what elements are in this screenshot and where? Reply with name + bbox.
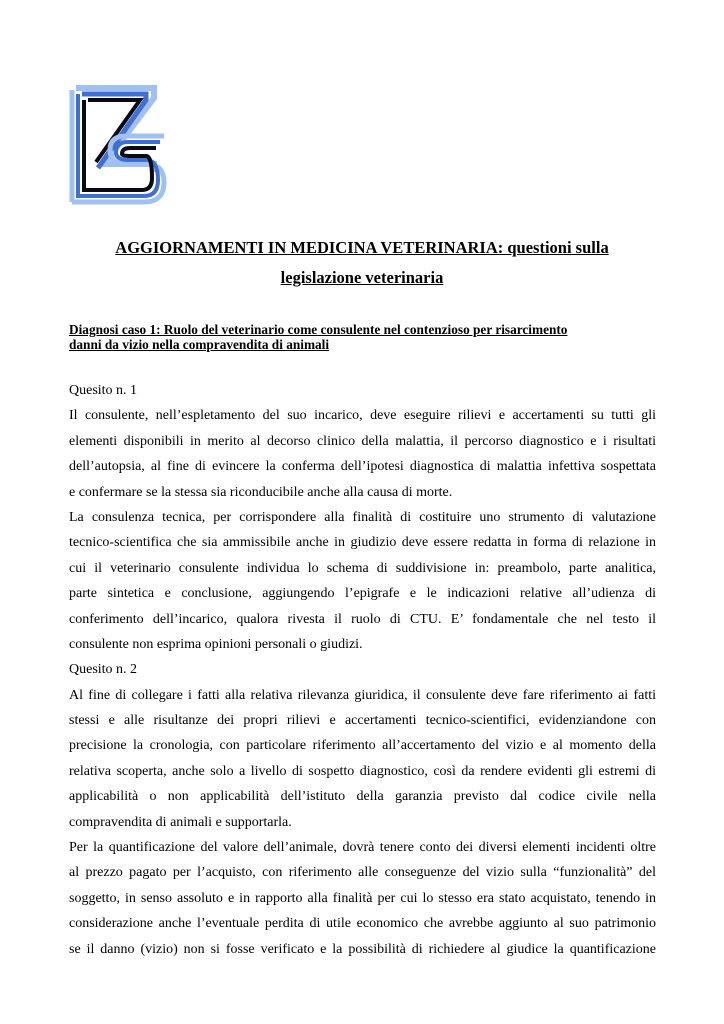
paragraph-line: considerazione anche l’eventuale perdita di utile economico che avrebbe aggiunto al suo patrimonio — [69, 916, 656, 932]
paragraph-line: applicabilità o non applicabilità dell’istituto della garanzia previsto dal codice civile nella — [69, 789, 656, 805]
paragraph-line: dell’autopsia, al fine di evincere la conferma dell’ipotesi diagnostica di malattia infettiva sospettata — [69, 459, 656, 475]
paragraph-line: La consulenza tecnica, per corrispondere alla finalità di costituire uno strumento di valutazione — [69, 509, 656, 525]
paragraph-line: Per la quantificazione del valore dell’animale, dovrà tenere conto dei diversi elementi incidenti oltre — [69, 840, 656, 856]
izs-logo — [66, 84, 168, 206]
case-subheading-line: danni da vizio nella compravendita di animali — [69, 337, 330, 352]
logo-s-inner — [112, 148, 156, 190]
section-heading-quesito-2: Quesito n. 2 — [69, 662, 138, 678]
paragraph-line: tecnico-scientifica che sia ammissibile anche in giudizio deve essere redatta in forma di relazione in — [69, 535, 656, 551]
paragraph-line: soggetto, in senso assoluto e in rapporto alla finalità per cui lo stesso era stato acquistato, tenendo in — [69, 890, 656, 906]
paragraph-line: al prezzo pagato per l’acquisto, con riferimento alle conseguenze del vizio sulla “funzionalità” del — [69, 865, 656, 881]
paragraph-line: Il consulente, nell’espletamento del suo incarico, deve eseguire rilievi e accertamenti su tutti gli — [69, 408, 656, 424]
case-subheading — [69, 322, 659, 352]
document-title-line-2: legislazione veterinaria — [280, 268, 444, 287]
paragraph-line: consulente non esprima opinioni personali o giudizi. — [69, 636, 363, 652]
case-subheading-line: Diagnosi caso 1: Ruolo del veterinario come consulente nel contenzioso per risarcimento — [69, 322, 568, 337]
paragraph-line: elementi disponibili in merito al decorso clinico della malattia, il percorso diagnostico e i risultati — [69, 433, 656, 449]
paragraph-line: compravendita di animali e supportarla. — [69, 814, 292, 830]
paragraph-line: Al fine di collegare i fatti alla relativa rilevanza giuridica, il consulente deve fare riferimento ai fatti — [69, 687, 656, 703]
paragraph-line: se il danno (vizio) non si fosse verificato e la possibilità di richiedere al giudice la quantificazione — [69, 941, 656, 957]
paragraph-line: parte sintetica e conclusione, aggiungendo l’epigrafe e le indicazioni relative all’udienza di — [69, 586, 656, 602]
paragraph-line: e confermare se la stessa sia riconducibile anche alla causa di morte. — [69, 484, 453, 500]
section-heading-quesito-1: Quesito n. 1 — [69, 383, 138, 398]
paragraph-line: conferimento dell’incarico, qualora rivesta il ruolo di CTU. E’ fondamentale che nel testo il — [69, 611, 656, 627]
paragraph-line: precisione la cronologia, con particolare riferimento all’accertamento del vizio e al momento della — [69, 738, 656, 754]
paragraph-line: cui il veterinario consulente individua lo schema di suddivisione in: preambolo, parte analitica, — [69, 560, 656, 576]
paragraph-line: relativa scoperta, anche solo a livello di sospetto diagnostico, così da rendere evidenti gli estremi di — [69, 763, 656, 779]
paragraph-line: stessi e alle risultanze dei propri rilievi e accertamenti tecnico-scientifici, evidenziandone con — [69, 713, 656, 729]
document-title-line-1: AGGIORNAMENTI IN MEDICINA VETERINARIA: questioni sulla — [115, 238, 609, 257]
document-body — [69, 378, 656, 962]
